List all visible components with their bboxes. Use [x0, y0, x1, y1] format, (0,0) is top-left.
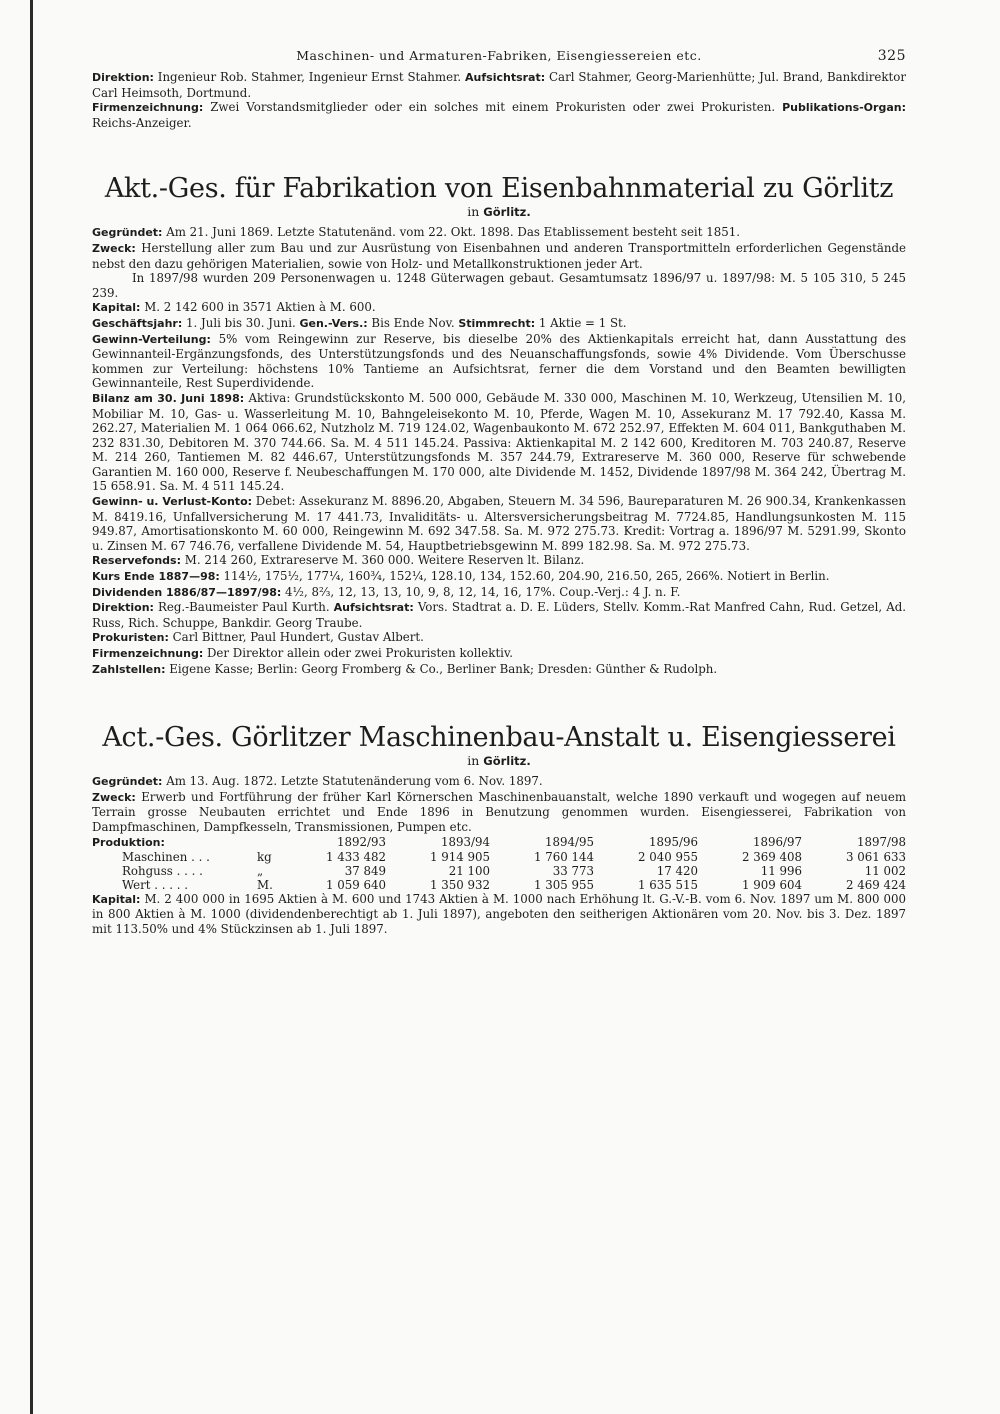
company-location: [92, 753, 906, 768]
section-text: 1. Juli bis 30. Juni.: [186, 315, 300, 330]
section-text: Herstellung aller zum Bau und zur Ausrüstung von Eisenbahnen und anderen Transportmitteln erforderlichen Gegenstände nebst den dazu gehörigen Materialien, sowie von Holz- und Metallkonstruktionen jeder Art.: [92, 240, 906, 271]
section-text: Erwerb und Fortführung der früher Karl Körnerschen Maschinenbauanstalt, welche 1890 verkauft und wogegen auf neuem Terrain grosse Neubauten errichtet und Ende 1896 in Benutzung genommen wurden. Eisengiesserei, Fabrikation von Dampfmaschinen, Dampfkesseln, Transmissionen, Pumpen etc.: [92, 789, 907, 834]
section-label: Kapital:: [92, 892, 141, 906]
row-unit: „: [257, 863, 264, 878]
section-label: Zweck:: [92, 241, 136, 255]
section-text: In 1897/98 wurden 209 Personenwagen u. 1248 Güterwagen gebaut. Gesamtumsatz 1896/97 u. 1897/98: M. 5 105 310, 5 245 239.: [92, 271, 906, 300]
table-cell: 3 061 633: [845, 849, 906, 864]
section-label: Direktion:: [92, 71, 154, 84]
section-text: 1 Aktie = 1 St.: [538, 315, 627, 330]
preceding-line: [92, 100, 906, 130]
page: [92, 48, 906, 936]
table-cell: 1 059 640: [325, 877, 386, 892]
section-text: Carl Stahmer, Georg-Marienhütte; Jul. Brand, Bankdirektor Carl Heimsoth, Dortmund.: [92, 70, 907, 100]
section-text: Der Direktor allein oder zwei Prokuristen kollektiv.: [206, 646, 513, 660]
section-label: Gewinn-Verteilung:: [92, 332, 211, 346]
entry-section: [92, 271, 906, 300]
entry-section: [92, 225, 906, 241]
table-cell: 2 469 424: [845, 877, 906, 892]
table-cell: 17 420: [656, 863, 698, 878]
section-text: Reg.-Baumeister Paul Kurth.: [157, 600, 334, 615]
company-title: Akt.-Ges. für Fabrikation von Eisenbahnmaterial zu Görlitz: [104, 173, 894, 205]
entry-section: [92, 630, 906, 646]
year-header: 1894/95: [544, 835, 594, 850]
production-table: [92, 835, 906, 892]
table-row: [92, 850, 906, 864]
section-label: Direktion:: [92, 601, 154, 615]
entry-section: [92, 662, 906, 678]
section-text: Eigene Kasse; Berlin: Georg Fromberg & Co., Berliner Bank; Dresden: Günther & Rudolph.: [169, 661, 718, 676]
table-cell: 21 100: [448, 863, 490, 878]
running-title: Maschinen- und Armaturen-Fabriken, Eisengiessereien etc.: [296, 48, 702, 63]
section-label: Geschäftsjahr:: [92, 316, 183, 330]
company-location: [92, 204, 906, 219]
section-label: Kapital:: [92, 301, 141, 315]
table-cell: 2 369 408: [741, 849, 802, 864]
entry-section: [92, 569, 906, 585]
section-label: Gegründet:: [92, 226, 163, 240]
section-text: Reichs-Anzeiger.: [92, 115, 192, 130]
section-label: Aufsichtsrat:: [333, 601, 414, 615]
table-cell: 1 914 905: [429, 849, 490, 864]
entry-section: [92, 646, 906, 662]
year-header: 1895/96: [648, 835, 698, 850]
entry-section: [92, 300, 906, 316]
section-text: Carl Bittner, Paul Hundert, Gustav Albert.: [172, 630, 424, 645]
row-label: Rohguss . . . .: [122, 863, 203, 878]
location-prefix: in: [467, 753, 480, 769]
table-cell: 1 433 482: [325, 849, 386, 864]
section-label: Firmenzeichnung:: [92, 101, 204, 115]
section-text: M. 2 142 600 in 3571 Aktien à M. 600.: [144, 300, 376, 315]
table-cell: 1 350 932: [429, 877, 490, 892]
entry-section: [92, 494, 906, 553]
location-prefix: in: [467, 204, 480, 220]
entry-section: [92, 316, 906, 332]
page-number: 325: [877, 48, 906, 64]
entry-section: [92, 774, 906, 790]
table-cell: 1 305 955: [533, 877, 594, 892]
table-row: [92, 878, 906, 892]
entry-section: [92, 332, 906, 391]
section-text: M. 2 400 000 in 1695 Aktien à M. 600 und 1743 Aktien à M. 1000 nach Erhöhung lt. G.-V.-B. vom 6. Nov. 1897 um M. 800 000 in 800 Aktien à M. 1000 (dividendenberechtigt ab 1. Juli 1897), angeboten den seitherigen Aktionären vom 20. Nov. bis 3. Dez. 1897 mit 113.50% und 4% Stückzinsen ab 1. Juli 1897.: [92, 891, 907, 936]
table-cell: 11 996: [760, 863, 802, 878]
section-label: Reservefonds:: [92, 554, 181, 568]
table-cell: 1 635 515: [637, 877, 698, 892]
section-text: Am 21. Juni 1869. Letzte Statutenänd. vom 22. Okt. 1898. Das Etablissement besteht seit 1851.: [166, 225, 740, 240]
row-label: Wert . . . . .: [122, 877, 189, 892]
binding-edge-line: [30, 0, 33, 1414]
table-cell: 1 909 604: [741, 877, 802, 892]
section-label: Stimmrecht:: [458, 316, 536, 330]
section-label: Dividenden 1886/87—1897/98:: [92, 585, 282, 599]
year-header: 1892/93: [336, 835, 386, 850]
section-text: Bis Ende Nov.: [371, 315, 459, 330]
section-label: Gegründet:: [92, 775, 163, 789]
section-text: 114½, 175½, 177¼, 160¾, 152¼, 128.10, 134, 152.60, 204.90, 216.50, 265, 266%. Notiert in Berlin.: [223, 569, 830, 584]
year-header: 1896/97: [752, 835, 802, 850]
location-name: Görlitz.: [483, 205, 531, 220]
section-label: Gen.-Vers.:: [299, 316, 368, 330]
table-cell: 33 773: [552, 863, 594, 878]
entry-section: [92, 553, 906, 569]
row-unit: kg: [257, 849, 272, 864]
table-row: [92, 864, 906, 878]
table-cell: 1 760 144: [533, 849, 594, 864]
section-label: Bilanz am 30. Juni 1898:: [92, 391, 245, 405]
section-text: 4½, 8⅔, 12, 13, 13, 10, 9, 8, 12, 14, 16, 17%. Coup.-Verj.: 4 J. n. F.: [285, 584, 681, 599]
entry-section: [92, 241, 906, 271]
company-title: Act.-Ges. Görlitzer Maschinenbau-Anstalt u. Eisengiesserei: [102, 722, 896, 754]
company-entry-2: [92, 723, 906, 936]
year-header: 1897/98: [856, 835, 906, 850]
entry-section: [92, 600, 906, 630]
running-header: [92, 48, 906, 70]
section-label: Zahlstellen:: [92, 662, 166, 676]
entry-section: [92, 790, 906, 835]
table-cell: 37 849: [344, 863, 386, 878]
section-label: Gewinn- u. Verlust-Konto:: [92, 495, 253, 509]
table-cell: 2 040 955: [637, 849, 698, 864]
company-entry-1: [92, 174, 906, 677]
section-label: Publikations-Organ:: [782, 101, 906, 115]
year-header: 1893/94: [440, 835, 490, 850]
section-text: Debet: Assekuranz M. 8896.20, Abgaben, Steuern M. 34 596, Baureparaturen M. 26 900.34, Krankenkassen M. 8419.16, Unfallversicherung M. 17 441.73, Invaliditäts- u. Altersversicherungsbeitrag M. 7724.85, Handlungsunkosten M. 115 949.87, Amortisationskonto M. 60 000, Reingewinn M. 692 347.58. Sa. M. 972 275.73. Kredit: Vortrag a. 1896/97 M. 5291.99, Skonto u. Zinsen M. 67 746.76, verfallene Dividende M. 54, Hauptbetriebsgewinn M. 899 182.98. Sa. M. 972 275.73.: [92, 494, 907, 553]
section-text: M. 214 260, Extrareserve M. 360 000. Weitere Reserven lt. Bilanz.: [184, 553, 585, 568]
section-label: Aufsichtsrat:: [465, 71, 546, 84]
table-cell: 11 002: [864, 863, 906, 878]
section-text: Am 13. Aug. 1872. Letzte Statutenänderung vom 6. Nov. 1897.: [166, 774, 543, 789]
section-label: Prokuristen:: [92, 631, 169, 645]
section-label: Kurs Ende 1887—98:: [92, 570, 220, 584]
row-unit: M.: [257, 877, 273, 892]
section-text: Ingenieur Rob. Stahmer, Ingenieur Ernst Stahmer.: [157, 70, 466, 84]
preceding-line: [92, 70, 906, 100]
entry-section: [92, 892, 906, 937]
section-text: 5% vom Reingewinn zur Reserve, bis dieselbe 20% des Aktienkapitals erreicht hat, dann Ausstattung des Gewinnanteil-Ergänzungsfonds, des Unterstützungsfonds und des Neuanschaffungsfonds, sowie 4% Dividende. Vom Überschusse kommen zur Verteilung: höchstens 10% Tantieme an Aufsichtsrat, ferner die dem Vorstand und den Beamten bewilligten Gewinnanteile, Rest Superdividende.: [92, 331, 907, 391]
row-label: Maschinen . . .: [122, 849, 210, 864]
entry-section: [92, 391, 906, 494]
section-text: Vors. Stadtrat a. D. E. Lüders, Stellv. Komm.-Rat Manfred Cahn, Rud. Getzel, Ad. Russ, Rich. Schuppe, Bankdir. Georg Traube.: [92, 600, 907, 630]
preceding-entry: [92, 70, 906, 130]
section-label: Produktion:: [92, 835, 165, 849]
section-text: Aktiva: Grundstückskonto M. 500 000, Gebäude M. 330 000, Maschinen M. 10, Werkzeug, Utensilien M. 10, Mobiliar M. 10, Gas- u. Wasserleitung M. 10, Bahngeleisekonto M. 10, Pferde, Wagen M. 10, Assekuranz M. 17 792.40, Kassa M. 262.27, Materialien M. 1 064 066.62, Nutzholz M. 719 124.02, Wagenbaukonto M. 672 252.97, Effekten M. 604 011, Bankguthaben M. 232 831.30, Debitoren M. 370 744.66. Sa. M. 4 511 145.24. Passiva: Aktienkapital M. 2 142 600, Kreditoren M. 703 240.87, Reserve M. 214 260, Tantiemen M. 82 446.67, Unterstützungsfonds M. 357 244.79, Extrareserve M. 360 000, Reserve für schwebende Garantien M. 160 000, Reserve f. Neubeschaffungen M. 170 000, alte Dividende M. 1452, Dividende 1897/98 M. 364 242, Übertrag M. 15 658.91. Sa. M. 4 511 145.24.: [92, 390, 906, 494]
entry-section: [92, 585, 906, 601]
location-name: Görlitz.: [483, 754, 531, 769]
section-label: Firmenzeichnung:: [92, 647, 204, 660]
section-label: Zweck:: [92, 790, 136, 804]
section-text: Zwei Vorstandsmitglieder oder ein solches mit einem Prokuristen oder zwei Prokuristen.: [210, 100, 783, 115]
production-header-row: [92, 835, 906, 850]
